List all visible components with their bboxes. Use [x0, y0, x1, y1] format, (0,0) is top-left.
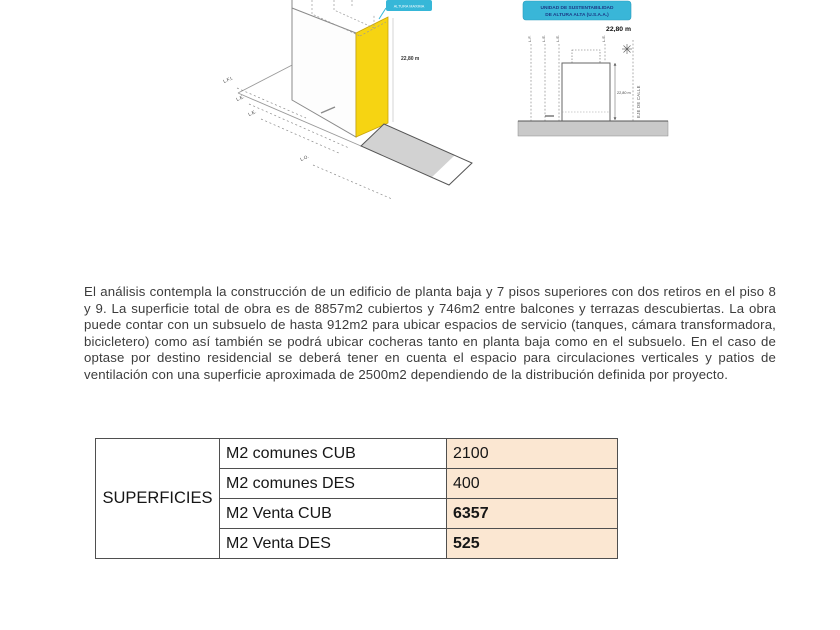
elevation-building — [562, 63, 610, 121]
table-cell-label: M2 comunes DES — [220, 469, 447, 499]
elevation-dim — [614, 63, 631, 120]
elevation-setback-dashed — [572, 50, 600, 63]
iso-line-label-lfi: L.F.I. — [222, 75, 234, 84]
usaa-header-line1: UNIDAD DE SUSTENTABILIDAD — [540, 6, 614, 11]
building-left-face — [292, 8, 356, 137]
star-icon — [622, 44, 632, 54]
iso-line-label-le2: L.E. — [247, 109, 257, 117]
usaa-header-line2: DE ALTURA ALTA (U.S.A.A.) — [545, 13, 609, 18]
table-row — [96, 439, 618, 469]
iso-tag — [379, 0, 432, 19]
iso-tag-label: ALTURA MAXIMA — [393, 4, 425, 9]
elev-line-label-le3: L.E. — [601, 34, 606, 42]
iso-line-label-lo: L.O. — [299, 153, 310, 162]
table-cell-value: 525 — [447, 529, 618, 559]
table-cell-value: 400 — [447, 469, 618, 499]
table-cell-value: 2100 — [447, 439, 618, 469]
elev-line-label-le1: L.E. — [541, 34, 546, 42]
elevation-height-label: 22,80 m — [606, 26, 631, 33]
iso-line-label-le1: L.E. — [235, 94, 245, 102]
table-cell-label: M2 comunes CUB — [220, 439, 447, 469]
table-cell-label: M2 Venta DES — [220, 529, 447, 559]
table-cell-label: M2 Venta CUB — [220, 499, 447, 529]
table-cell-value: 6357 — [447, 499, 618, 529]
diagrams-canvas — [0, 0, 840, 215]
iso-diagram — [222, 0, 472, 199]
iso-dim-label: 22,80 m — [401, 56, 420, 62]
superficies-table — [95, 438, 618, 559]
table-row-header: SUPERFICIES — [96, 439, 220, 559]
iso-tag-leader — [379, 8, 386, 19]
elev-line-label-le2: L.E. — [555, 34, 560, 42]
lot-edge — [238, 62, 298, 93]
analysis-paragraph: El análisis contempla la construcción de un edificio de planta baja y 7 pisos superiores con dos retiros en el piso 8 y 9. La superficie total de obra es de 8857m2 cubiertos y 746m2 entre balcones y terrazas descubiertas. La obra puede contar con un subsuelo de hasta 912m2 para ubicar espacios de servicio (tanques, cámara transformadora, bicicletero) como así también se podrá ubicar cocheras tanto en planta baja como en el subsuelo. En el caso de optase por destino residencial se deberá tener en cuenta el espacio para circulaciones verticales y patios de ventilación con una superficie aproximada de 2500m2 dependiendo de la distribución definida por proyecto. — [84, 284, 776, 382]
facade-highlight — [356, 17, 388, 137]
street-axis-label: EJE DE CALLE — [636, 85, 641, 118]
elevation-dim-label: 22,80 m — [617, 91, 631, 95]
elev-line-label-lf: L.F. — [527, 35, 532, 42]
elevation-diagram — [518, 1, 668, 136]
ground-strip — [518, 121, 668, 136]
